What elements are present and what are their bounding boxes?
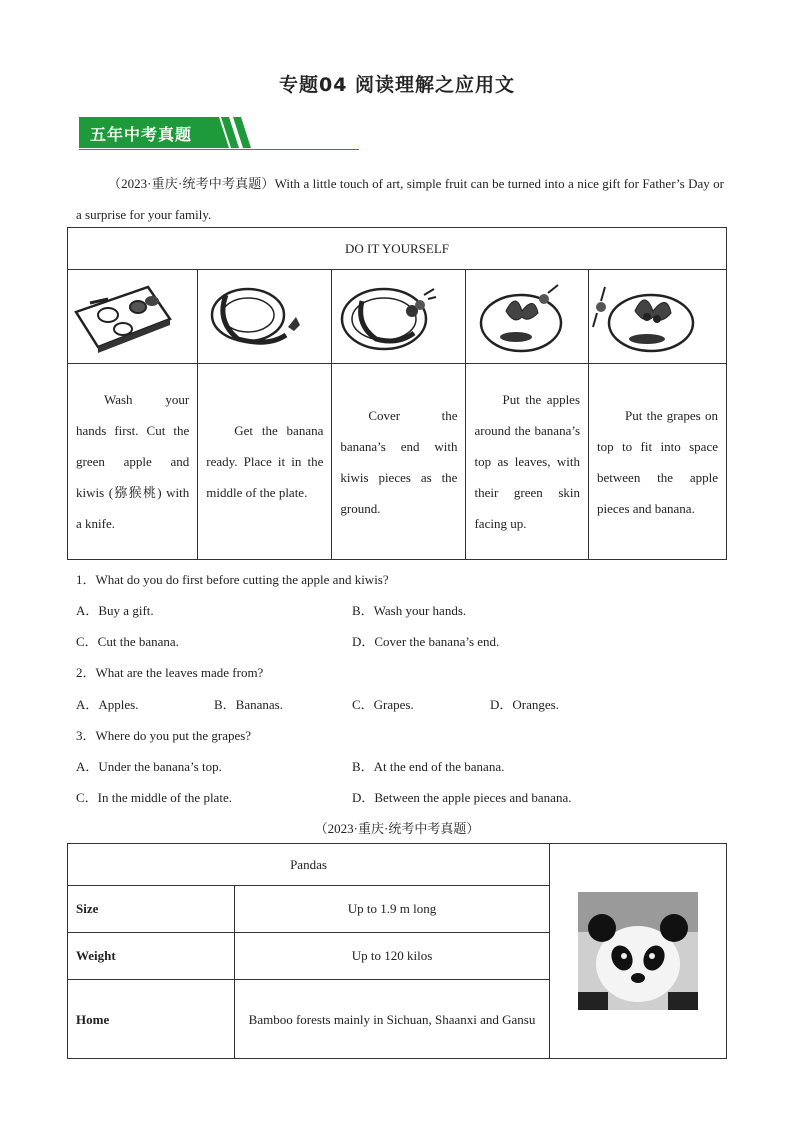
pandas-table-header: Pandas [68, 844, 550, 886]
weight-value: Up to 120 kilos [235, 933, 550, 980]
banana-kiwi-plate-icon [332, 277, 442, 357]
size-value: Up to 1.9 m long [235, 886, 550, 933]
panda-image-cell [550, 844, 727, 1059]
step3-image [332, 270, 466, 364]
leaves-plate-icon [466, 277, 576, 357]
q2-option-b: B．Bananas. [214, 697, 283, 712]
step4-image [466, 270, 589, 364]
q3-option-d: D．Between the apple pieces and banana. [352, 790, 572, 805]
passage2-source: （2023·重庆·统考中考真题） [314, 821, 480, 836]
q1-option-d: D．Cover the banana’s end. [352, 634, 500, 649]
step1-text: Wash your hands first. Cut the green apple and kiwis (猕猴桃) with a knife. [68, 364, 198, 560]
q1-option-c: C．Cut the banana. [76, 634, 179, 649]
question-3: 3．Where do you put the grapes? [76, 728, 252, 743]
step3-text: Cover the banana’s end with kiwis pieces as the ground. [332, 364, 466, 560]
q3-option-b: B．At the end of the banana. [352, 759, 505, 774]
q1-option-a: A．Buy a gift. [76, 603, 154, 618]
banner-label: 五年中考真题 [90, 125, 193, 144]
banana-plate-icon [198, 277, 308, 357]
q3-option-a: A．Under the banana’s top. [76, 759, 222, 774]
passage1-intro: （2023·重庆·统考中考真题）With a little touch of art, simple fruit can be turned into a nice gift for Father’s Day or a surprise for your family. [76, 176, 724, 222]
q2-option-c: C．Grapes. [352, 697, 414, 712]
step2-text: Get the banana ready. Place it in the middle of the plate. [198, 364, 332, 560]
question-1: 1．What do you do first before cutting the apple and kiwis? [76, 572, 389, 587]
pandas-table [67, 843, 727, 1059]
home-value: Bamboo forests mainly in Sichuan, Shaanxi and Gansu [235, 980, 550, 1059]
weight-label: Weight [68, 933, 235, 980]
step1-image [68, 270, 198, 364]
q2-option-d: D．Oranges. [490, 697, 559, 712]
panda-photo [578, 892, 698, 1010]
q2-option-a: A．Apples. [76, 697, 139, 712]
step5-image [589, 270, 727, 364]
size-label: Size [68, 886, 235, 933]
step5-text: Put the grapes on top to fit into space between the apple pieces and banana. [589, 364, 727, 560]
home-label: Home [68, 980, 235, 1059]
step2-image [198, 270, 332, 364]
cutting-board-icon [68, 277, 178, 357]
finished-plate-icon [589, 277, 699, 357]
diy-table [67, 227, 727, 560]
diy-table-header: DO IT YOURSELF [68, 228, 727, 270]
question-2: 2．What are the leaves made from? [76, 665, 264, 680]
step4-text: Put the apples around the banana’s top as leaves, with their green skin facing up. [466, 364, 589, 560]
q3-option-c: C．In the middle of the plate. [76, 790, 232, 805]
q1-option-b: B．Wash your hands. [352, 603, 467, 618]
page-title: 专题04 阅读理解之应用文 [278, 74, 516, 96]
banner-underline [79, 149, 359, 150]
